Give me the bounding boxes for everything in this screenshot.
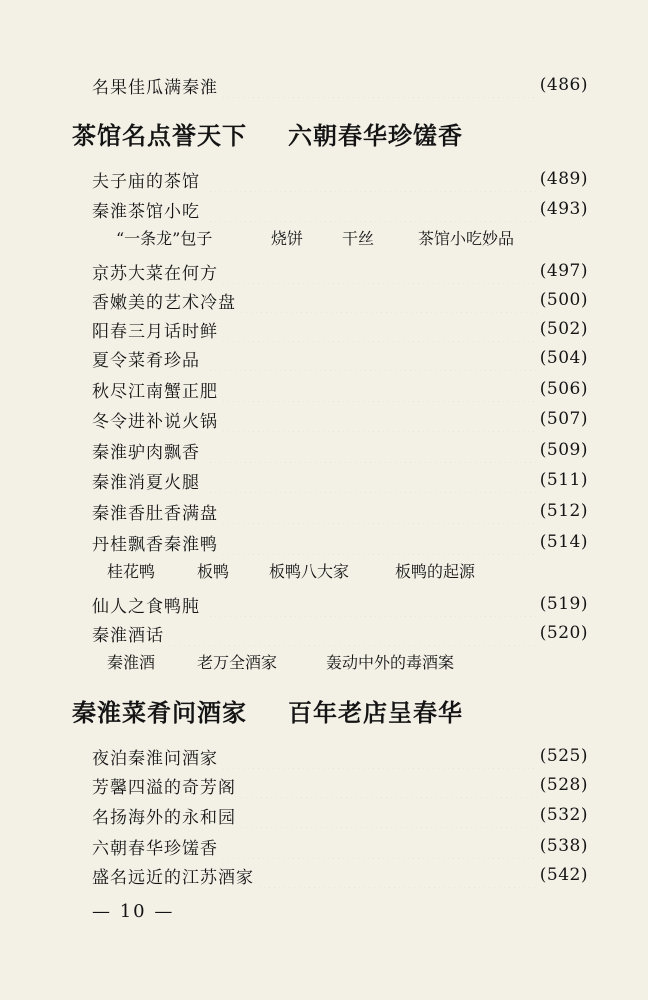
leader-dots — [221, 743, 537, 769]
toc-entry[interactable] — [92, 166, 588, 192]
toc-entry[interactable] — [92, 406, 588, 432]
sub-topic: 桂花鸭 — [107, 562, 156, 581]
leader-dots — [221, 258, 537, 284]
leader-dots — [203, 437, 537, 463]
heading-part: 茶馆名点誉天下 — [72, 121, 247, 150]
leader-dots — [221, 406, 537, 432]
page-number: — 10 — — [92, 901, 175, 922]
toc-entry[interactable] — [92, 437, 588, 463]
heading-part: 六朝春华珍馐香 — [288, 121, 463, 150]
entry-title: 夫子庙的茶馆 — [92, 171, 200, 192]
toc-entry[interactable] — [92, 258, 588, 284]
leader-dots — [221, 498, 537, 524]
sub-topic: 烧饼 — [271, 229, 304, 248]
entry-page: (489) — [539, 169, 588, 189]
entry-title: 冬令进补说火锅 — [92, 411, 218, 432]
leader-dots — [203, 467, 537, 493]
leader-dots — [257, 862, 537, 888]
leader-dots — [203, 591, 537, 617]
entry-page: (528) — [539, 775, 588, 795]
entry-title: 名扬海外的永和园 — [92, 807, 236, 828]
leader-dots — [239, 287, 537, 313]
section-heading — [72, 117, 492, 155]
leader-dots — [221, 529, 537, 555]
leader-dots — [239, 772, 537, 798]
leader-dots — [221, 833, 537, 859]
entry-title: 秋尽江南蟹正肥 — [92, 381, 218, 402]
entry-page: (511) — [539, 470, 588, 490]
entry-title: 京苏大菜在何方 — [92, 263, 218, 284]
toc-entry[interactable] — [92, 529, 588, 555]
entry-page: (504) — [539, 348, 588, 368]
entry-page: (514) — [539, 532, 588, 552]
section-heading — [72, 694, 492, 732]
toc-entry[interactable] — [92, 591, 588, 617]
sub-topic: 茶馆小吃妙品 — [418, 229, 515, 248]
toc-entry[interactable] — [92, 620, 588, 646]
entry-title: 名果佳瓜满秦淮 — [92, 77, 218, 98]
leader-dots — [203, 196, 537, 222]
sub-topics — [107, 651, 527, 675]
heading-part: 百年老店呈春华 — [288, 698, 463, 727]
entry-page: (538) — [539, 836, 588, 856]
sub-topic: 轰动中外的毒酒案 — [326, 653, 455, 672]
entry-title: 盛名远近的江苏酒家 — [92, 867, 254, 888]
sub-topic: 干丝 — [342, 229, 375, 248]
entry-title: 丹桂飘香秦淮鸭 — [92, 534, 218, 555]
sub-topic: 秦淮酒 — [107, 653, 156, 672]
leader-dots — [167, 620, 537, 646]
leader-dots — [203, 166, 537, 192]
sub-topic: 板鸭的起源 — [395, 562, 476, 581]
entry-title: 夜泊秦淮问酒家 — [92, 748, 218, 769]
entry-page: (519) — [539, 594, 588, 614]
sub-topics — [116, 227, 536, 251]
entry-title: 芳馨四溢的奇芳阁 — [92, 777, 236, 798]
leader-dots — [239, 802, 537, 828]
entry-page: (486) — [539, 75, 588, 95]
entry-title: 夏令菜肴珍品 — [92, 350, 200, 371]
toc-entry[interactable] — [92, 345, 588, 371]
sub-topic: 板鸭八大家 — [269, 562, 350, 581]
entry-page: (532) — [539, 805, 588, 825]
toc-entry[interactable] — [92, 802, 588, 828]
heading-part: 秦淮菜肴问酒家 — [72, 698, 247, 727]
entry-page: (525) — [539, 746, 588, 766]
entry-page: (502) — [539, 319, 588, 339]
entry-page: (507) — [539, 409, 588, 429]
entry-page: (497) — [539, 261, 588, 281]
entry-title: 仙人之食鸭肫 — [92, 596, 200, 617]
sub-topic: 板鸭 — [197, 562, 230, 581]
toc-entry[interactable] — [92, 498, 588, 524]
sub-topics — [107, 560, 527, 584]
toc-entry[interactable] — [92, 72, 588, 98]
entry-title: 秦淮香肚香满盘 — [92, 503, 218, 524]
sub-topic: “一条龙”包子 — [116, 229, 213, 248]
leader-dots — [221, 72, 537, 98]
entry-page: (500) — [539, 290, 588, 310]
entry-page: (520) — [539, 623, 588, 643]
entry-title: 秦淮酒话 — [92, 625, 164, 646]
entry-title: 六朝春华珍馐香 — [92, 838, 218, 859]
leader-dots — [221, 376, 537, 402]
entry-page: (509) — [539, 440, 588, 460]
entry-title: 香嫩美的艺术冷盘 — [92, 292, 236, 313]
entry-title: 阳春三月话时鲜 — [92, 321, 218, 342]
leader-dots — [203, 345, 537, 371]
sub-topic: 老万全酒家 — [197, 653, 278, 672]
entry-title: 秦淮驴肉飘香 — [92, 442, 200, 463]
entry-title: 秦淮茶馆小吃 — [92, 201, 200, 222]
toc-entry[interactable] — [92, 287, 588, 313]
leader-dots — [221, 316, 537, 342]
toc-entry[interactable] — [92, 316, 588, 342]
toc-entry[interactable] — [92, 833, 588, 859]
entry-page: (506) — [539, 379, 588, 399]
entry-page: (512) — [539, 501, 588, 521]
toc-entry[interactable] — [92, 743, 588, 769]
toc-entry[interactable] — [92, 196, 588, 222]
toc-entry[interactable] — [92, 376, 588, 402]
toc-entry[interactable] — [92, 862, 588, 888]
toc-entry[interactable] — [92, 772, 588, 798]
toc-entry[interactable] — [92, 467, 588, 493]
entry-page: (542) — [539, 865, 588, 885]
entry-title: 秦淮消夏火腿 — [92, 472, 200, 493]
entry-page: (493) — [539, 199, 588, 219]
